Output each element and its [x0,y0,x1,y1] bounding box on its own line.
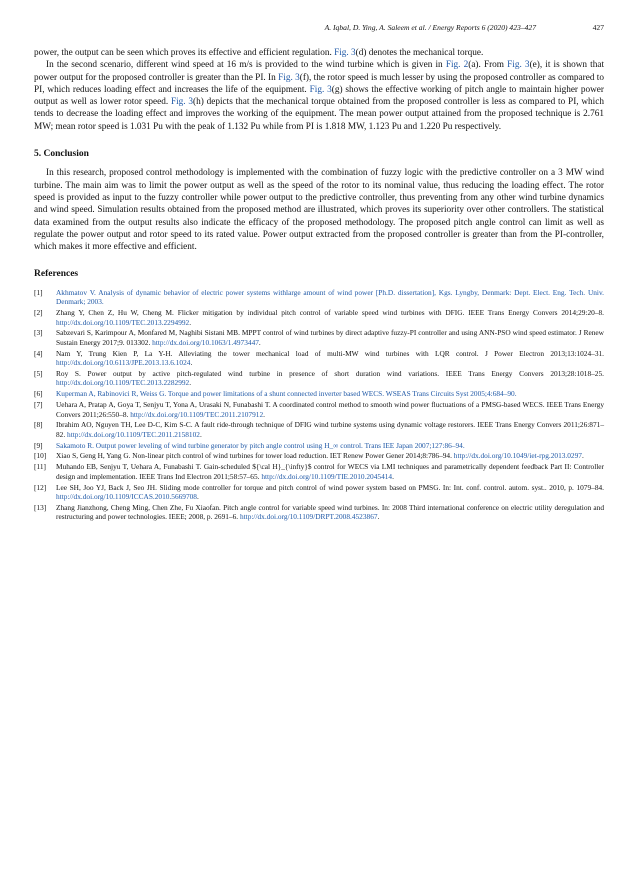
reference-number: [2] [34,308,43,318]
figure-link[interactable]: Fig. 3 [309,84,332,95]
reference-text: Xiao S, Geng H, Yang G. Non-linear pitch control of wind turbines for tower load reduction. IET Renew Power Gener 2014;8:786–94. http://dx.doi.org/10.1049/iet-rpg.2013.0297. [56,451,584,461]
reference-text: Akhmatov V. Analysis of dynamic behavior of electric power systems withlarge amount of wind power [Ph.D. dissertation], Kgs. Lyngby, Denmark: Dept. Elect. Eng. Tech. Univ. Denmark; 2003. [56,287,604,307]
doi-link[interactable]: http://dx.doi.org/10.6113/JPE.2013.13.6.1024 [56,358,191,368]
reference-item [34,328,604,347]
reference-item [34,369,604,388]
doi-link[interactable]: http://dx.doi.org/10.1109/TEC.2011.2107912 [130,409,264,419]
page-number: 427 [592,23,604,32]
doi-link[interactable]: http://dx.doi.org/10.1109/TIE.2010.2045414 [261,471,393,481]
reference-number: [11] [34,462,46,472]
reference-number: [13] [34,502,47,512]
figure-link[interactable]: Fig. 3 [278,72,300,83]
reference-number: [1] [34,287,43,297]
reference-item [34,400,604,419]
reference-text: Zhang Y, Chen Z, Hu W, Cheng M. Flicker mitigation by individual pitch control of variable speed wind turbines with DFIG. IEEE Trans Energy Convers 2014;29:20–8. http://dx.doi.org/10.1109/TEC.2013.2294992. [56,308,604,327]
reference-item [34,451,604,461]
reference-text: Ibrahim AO, Nguyen TH, Lee D-C, Kim S-C. A fault ride-through technique of DFIG wind turbine systems using dynamic voltage restorers. IEEE Trans Energy Convers 2011;26:871–82. http://dx.doi.org/10.1109/TEC.2011.2158102. [56,420,604,439]
reference-item[interactable] [34,389,604,399]
doi-link[interactable]: http://dx.doi.org/10.1049/iet-rpg.2013.0297 [453,451,582,461]
reference-text: Sabzevari S, Karimpour A, Monfared M, Naghibi Sistani MB. MPPT control of wind turbines by direct adaptive fuzzy-PI controller and using ANN-PSO wind speed estimator. J Renew Sustain Energy 2017;9. 013302. http://dx.doi.org/10.1063/1.4973447. [56,328,604,347]
reference-text: Uehara A, Pratap A, Goya T, Senjyu T, Yona A, Urasaki N, Funabashi T. A coordinated control method to smooth wind power fluctuations of a PMSG-based WECS. IEEE Trans Energy Convers 2011;26:550–8. http://dx.doi.org/10.1109/TEC.2011.2107912. [56,400,604,419]
conclusion-paragraph: In this research, proposed control methodology is implemented with the combination of fuzzy logic with the predictive controller on a 3 MW wind turbine. The main aim was to limit the power output as well as the speed of the rotor to its nominal value, thus reducing the loading effect. The rotor speed is provided as input to the fuzzy controller while power output to the predictive controller, thus preventing from any other wind turbine dynamics and wind speed. Simulation results obtained from the proposed method are illustrated, which proves its superiority over other controllers. The statistical data examined from the output results also indicate the efficacy of the proposed methodology. The proposed pitch angle control can limit as well as regulate the power output and rotor speed to its rated value. Power output extracted from the proposed controller is greater than from the PI-controller, which makes it more effective and efficient. [34,168,604,253]
reference-item [34,349,604,368]
reference-number: [7] [34,400,43,410]
paragraph-scenario-2: In the second scenario, different wind speed at 16 m/s is provided to the wind turbine which is given in Fig. 2(a). From Fig. 3(e), it is shown that power output for the proposed controller is greater than the PI. In Fig. 3(f), the rotor speed is much lesser by using the proposed controller as compared to PI, which reduces loading effect and increases the life of the equipment. Fig. 3(g) shows the effective working of pitch angle to maintain higher power output as well as lower rotor speed. Fig. 3(h) depicts that the mechanical torque obtained from the proposed controller is less as compared to PI, which tends to decrease the loading effect and improves the working of the equipment. The mean power output attained from the proposed technique is 2.761 MW; mean rotor speed is 1.031 Pu with the peak of 1.132 Pu while from PI is 1.818 MW, 1.123 Pu and 1.220 Pu respectively. [34,60,605,132]
reference-text: Roy S. Power output by active pitch-regulated wind turbine in presence of short duration wind variations. IEEE Trans Energy Convers 2013;28:1018–25. http://dx.doi.org/10.1109/TEC.2013.2282992. [56,368,604,388]
reference-number: [8] [34,420,43,430]
reference-number: [6] [34,389,43,399]
reference-item [34,462,604,481]
reference-text: Zhang Jianzhong, Cheng Ming, Chen Zhe, Fu Xiaofan. Pitch angle control for variable speed wind turbines. In: 2008 Third international conference on electric utility deregulation and restructuring and power technologies. IEEE; 2008, p. 2691–6. http://dx.doi.org/10.1109/DRPT.2008.4523867. [56,502,604,522]
reference-item [34,420,604,439]
paragraph-scenario-1: power, the output can be seen which proves its effective and efficient regulation. Fig. 3(d) denotes the mechanical torque. [34,48,484,58]
conclusion-heading: 5. Conclusion [34,149,89,160]
reference-item [34,308,604,327]
doi-link[interactable]: http://dx.doi.org/10.1063/1.4973447 [152,337,259,347]
reference-text: Lee SH, Joo YJ, Back J, Seo JH. Sliding mode controller for torque and pitch control of wind power system based on PMSG. In: Int. conf. control. autom. syst.. 2010, p. 1079–84. http://dx.doi.org/10.1109/ICCAS.2010.5669708. [56,482,604,502]
doi-link[interactable]: http://dx.doi.org/10.1109/ICCAS.2010.5669708 [56,492,197,502]
figure-link[interactable]: Fig. 3 [170,97,194,108]
reference-number: [5] [34,368,43,378]
reference-list [34,288,604,522]
reference-number: [3] [34,328,43,338]
figure-link[interactable]: Fig. 3 [507,60,530,71]
running-title: A. Iqbal, D. Ying, A. Saleem et al. / Energy Reports 6 (2020) 423–427 [324,23,536,32]
reference-number: [12] [34,482,47,492]
reference-item [34,503,604,522]
reference-item[interactable] [34,441,604,451]
reference-text: Sakamoto R. Output power leveling of wind turbine generator by pitch angle control using H_∞ control. Trans IEE Japan 2007;127:86–94. [56,440,465,450]
figure-link[interactable]: Fig. 3 [334,48,356,58]
figure-link[interactable]: Fig. 2 [445,60,469,71]
doi-link[interactable]: http://dx.doi.org/10.1109/DRPT.2008.4523867 [239,512,378,522]
references-heading: References [34,269,79,280]
reference-number: [9] [34,440,43,450]
reference-number: [10] [34,451,47,461]
doi-link[interactable]: http://dx.doi.org/10.1109/TEC.2011.2158102 [67,429,200,439]
reference-item [34,483,604,502]
article-body [34,47,604,523]
reference-text: Nam Y, Trung Kien P, La Y-H. Alleviating the tower mechanical load of multi-MW wind turbines with LQR control. J Power Electron 2013;13:1024–31. http://dx.doi.org/10.6113/JPE.2013.13.6.1024. [56,348,604,368]
reference-item[interactable] [34,288,604,307]
reference-text: Kuperman A, Rabinovici R, Weiss G. Torque and power limitations of a shunt connected inverter based WECS. WSEAS Trans Circuits Syst 2005;4:684–90. [56,389,517,399]
page-header [34,23,604,35]
doi-link[interactable]: http://dx.doi.org/10.1109/TEC.2013.2282992 [56,378,190,388]
reference-text: Muhando EB, Senjyu T, Uehara A, Funabashi T. Gain-scheduled ${\cal H}_{\infty}$ control for WECS via LMI techniques and parametrically dependent feedback Part II: Controller design and implementation. IEEE Trans Ind Electron 2011;58:57–65. http://dx.doi.org/10.1109/TIE.2010.2045414. [56,462,604,481]
reference-number: [4] [34,348,43,358]
doi-link[interactable]: http://dx.doi.org/10.1109/TEC.2013.2294992 [56,317,190,327]
